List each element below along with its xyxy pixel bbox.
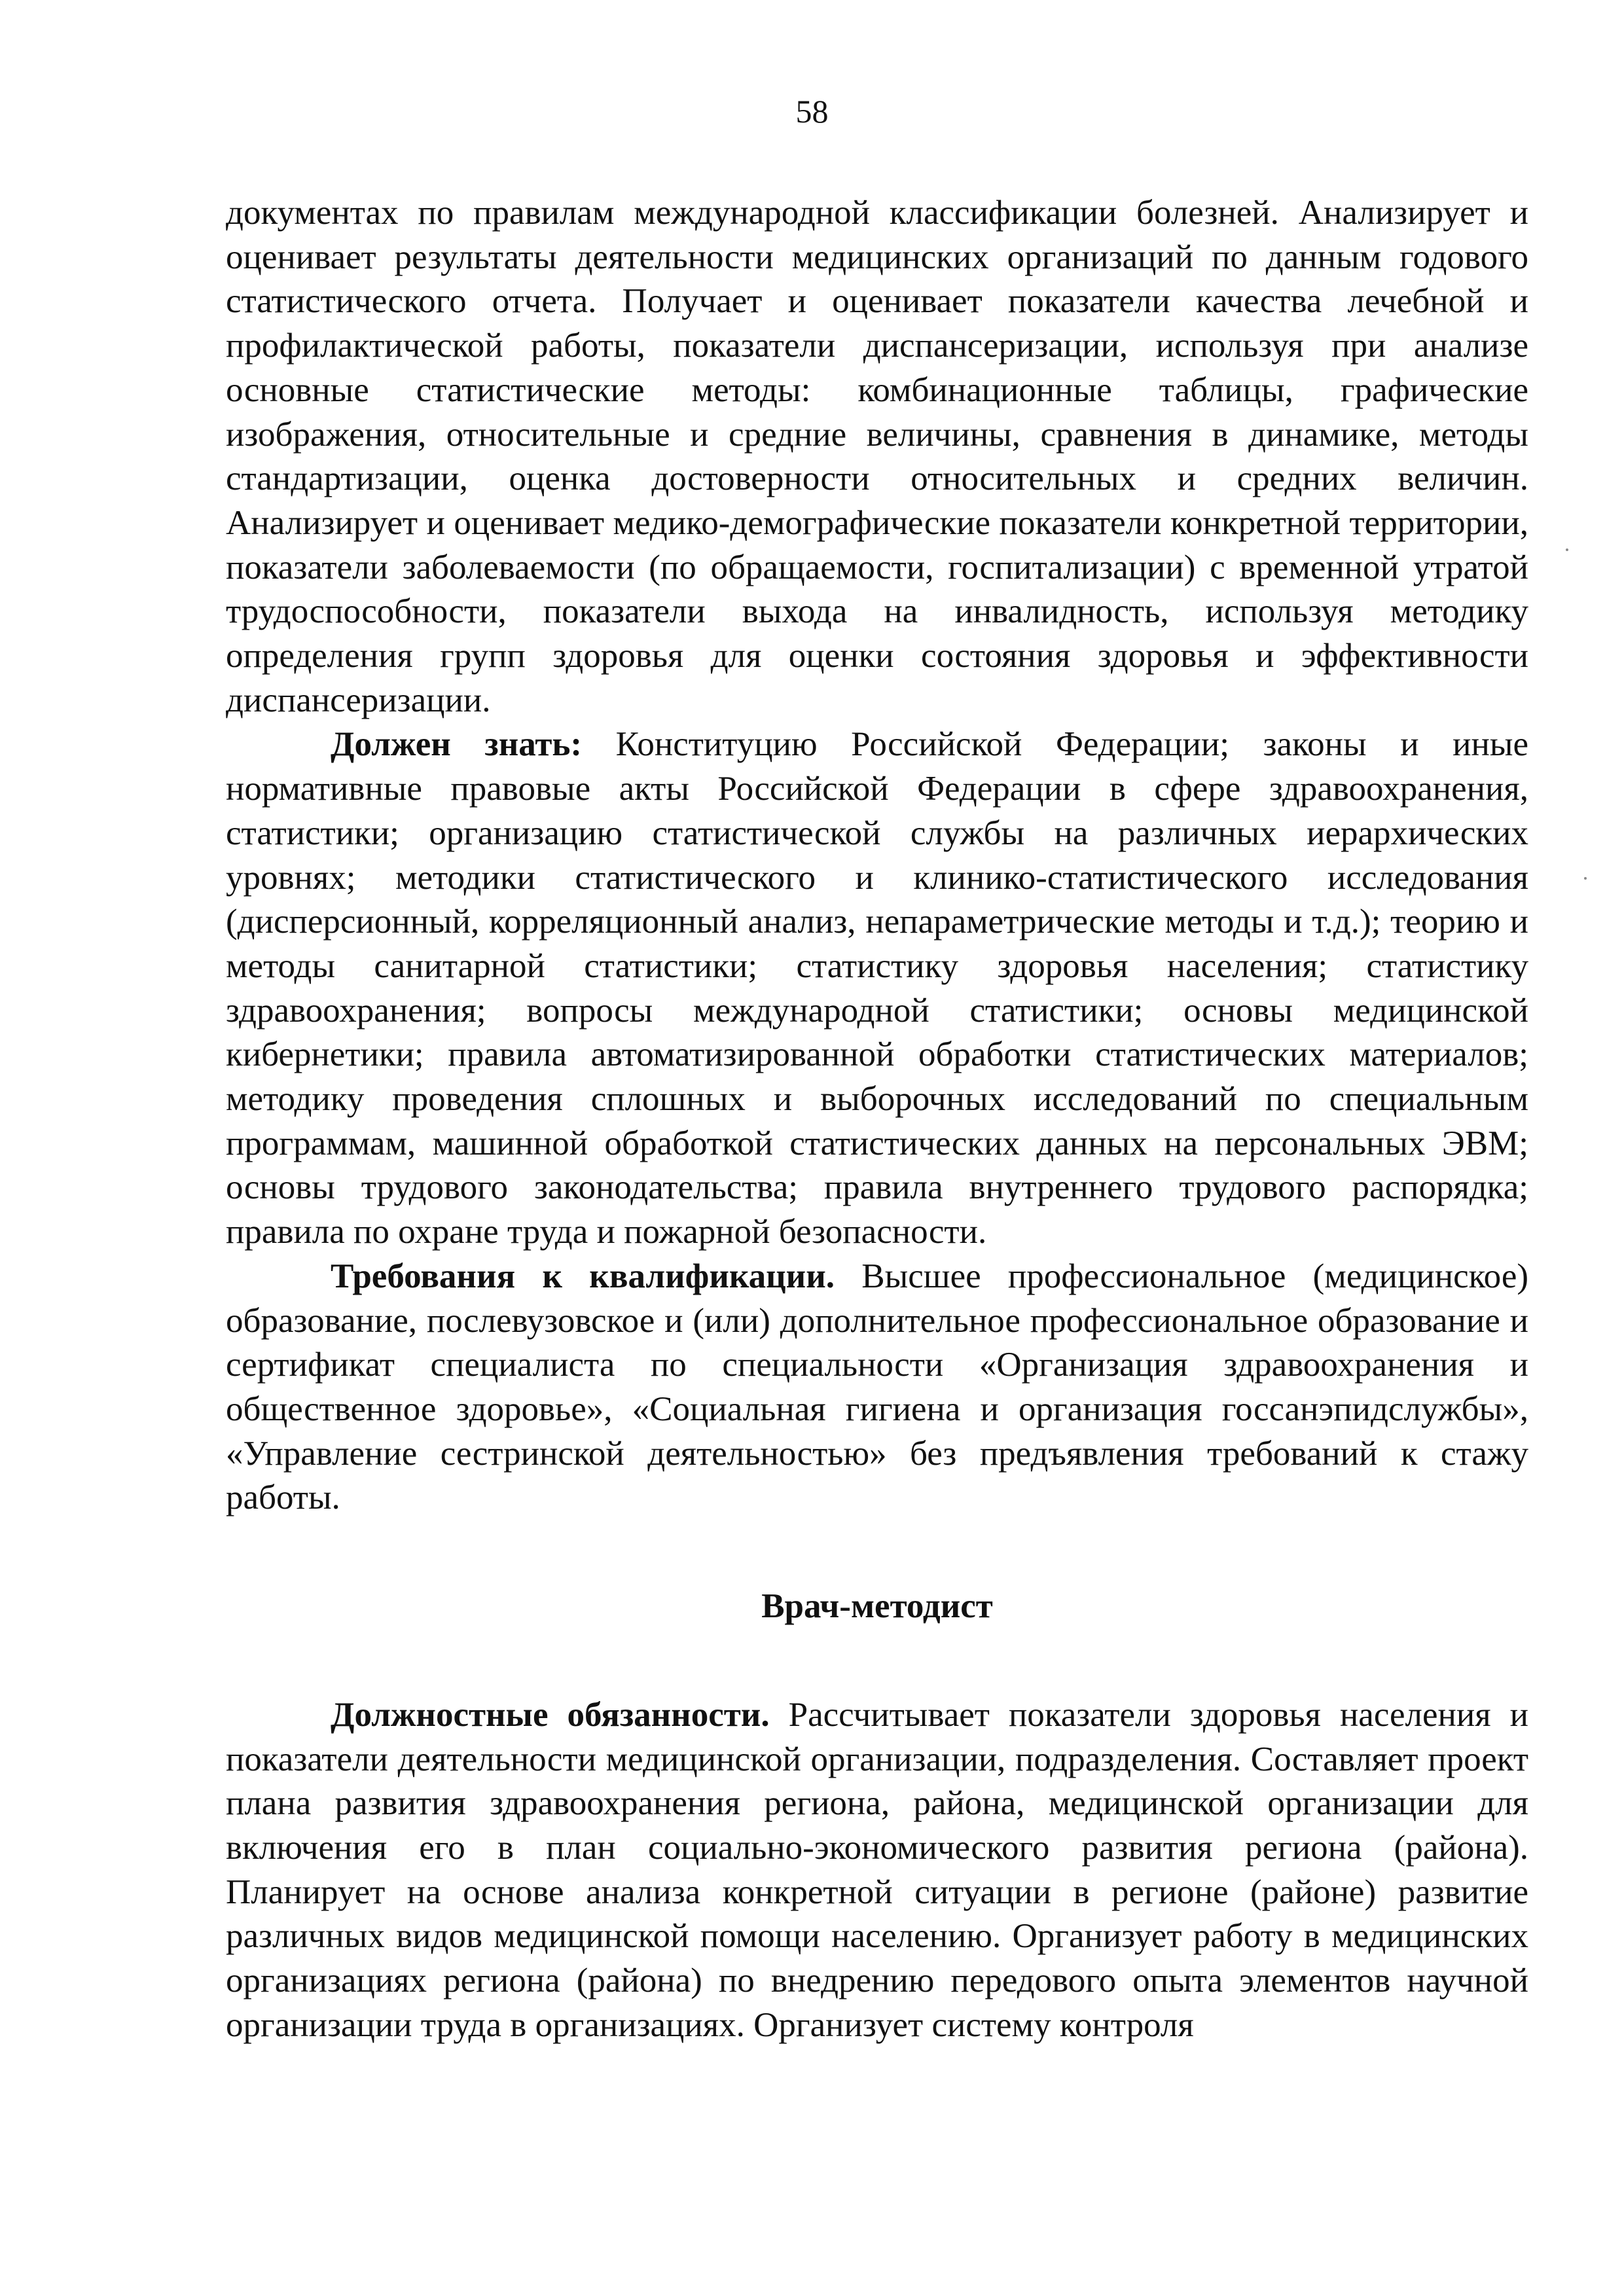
scan-speck xyxy=(1566,548,1568,551)
scan-speck xyxy=(1584,877,1587,880)
qualification-label: Требования к квалификации. xyxy=(331,1257,835,1295)
paragraph-qualification xyxy=(226,1255,1528,1520)
page-number: 58 xyxy=(795,93,829,130)
job-duties-label: Должностные обязанности. xyxy=(331,1695,770,1734)
must-know-label: Должен знать: xyxy=(331,725,583,764)
document-body xyxy=(226,191,1528,2047)
section-title: Врач-методист xyxy=(761,1587,993,1626)
job-duties-text: Рассчитывает показатели здоровья населения и показатели деятельности медицинской организации, подразделения. Составляет проект плана развития здравоохранения региона, района, медицинской организации для включения его в план социально-экономического развития региона (района). Планирует на основе анализа конкретной ситуации в регионе (районе) развитие различных видов медицинской помощи населению. Организует работу в медицинских организациях региона (района) по внедрению передового опыта элементов научной организации труда в организациях. Организует систему контроля xyxy=(226,1695,1528,2044)
must-know-text: Конституцию Российской Федерации; законы и иные нормативные правовые акты Российской Федерации в сфере здравоохранения, статистики; организацию статистической службы на различных иерархических уровнях; методики статистического и клинико-статистического исследования (дисперсионный, корреляционный анализ, непараметрические методы и т.д.); теорию и методы санитарной статистики; статистику здоровья населения; статистику здравоохранения; вопросы международной статистики; основы медицинской кибернетики; правила автоматизированной обработки статистических материалов; методику проведения сплошных и выборочных исследований по специальным программам, машинной обработкой статистических данных на персональных ЭВМ; основы трудового законодательства; правила внутреннего трудового распорядка; правила по охране труда и пожарной безопасности. xyxy=(226,725,1529,1251)
paragraph-must-know xyxy=(226,723,1528,1254)
paragraph-job-duties xyxy=(226,1693,1528,2048)
qualification-text: Высшее профессиональное (медицинское) образование, послевузовское и (или) дополнительное профессиональное образование и сертификат специалиста по специальности «Организация здравоохранения и общественное здоровье», «Социальная гигиена и организация госсанэпидслужбы», «Управление сестринской деятельностью» без предъявления требований к стажу работы. xyxy=(226,1257,1528,1517)
paragraph-analysis-duties: документах по правилам международной классификации болезней. Анализирует и оценивает результаты деятельности медицинских организаций по данным годового статистического отчета. Получает и оценивает показатели качества лечебной и профилактической работы, показатели диспансеризации, используя при анализе основные статистические методы: комбинационные таблицы, графические изображения, относительные и средние величины, сравнения в динамике, методы стандартизации, оценка достоверности относительных и средних величин. Анализирует и оценивает медико-демографические показатели конкретной территории, показатели заболеваемости (по обращаемости, госпитализации) с временной утратой трудоспособности, показатели выхода на инвалидность, используя методику определения групп здоровья для оценки состояния здоровья и эффективности диспансеризации. xyxy=(226,194,1528,719)
